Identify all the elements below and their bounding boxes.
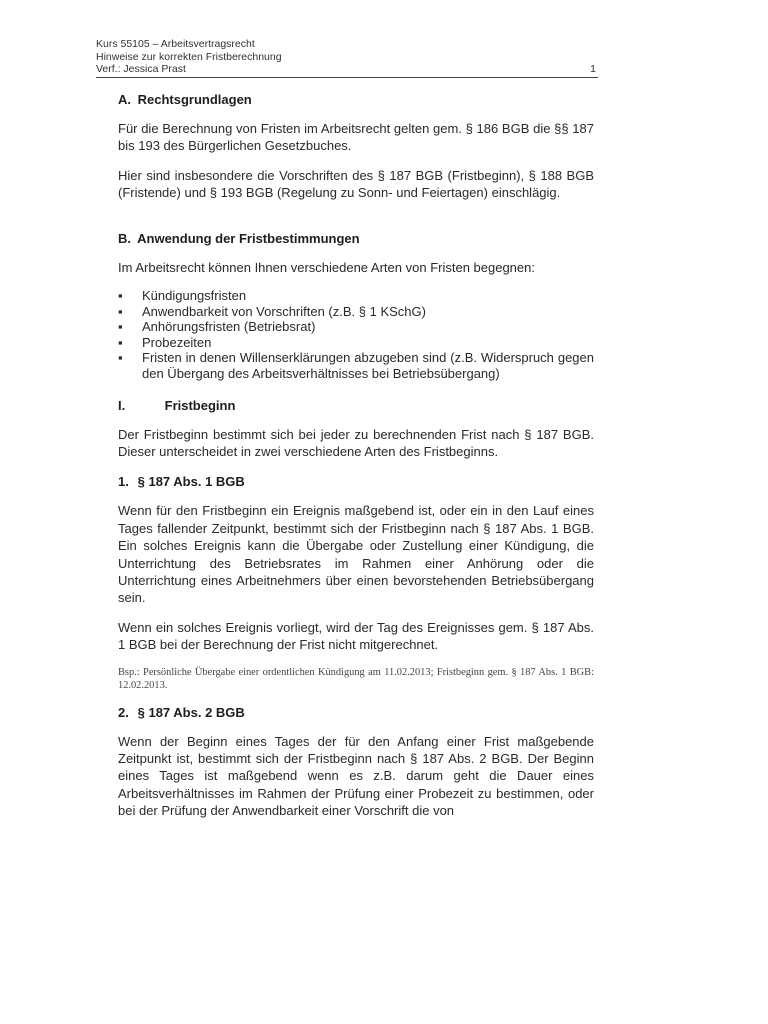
paragraph: Für die Berechnung von Fristen im Arbeitsrecht gelten gem. § 186 BGB die §§ 187 bis 193 des Bürgerlichen Gesetzbuches.: [118, 121, 594, 154]
paragraph: Wenn ein solches Ereignis vorliegt, wird der Tag des Ereignisses gem. § 187 Abs. 1 BGB bei der Berechnung der Frist nicht mitgerechnet.: [118, 619, 594, 653]
bullet-icon: ▪: [118, 319, 123, 335]
paragraph: Im Arbeitsrecht können Ihnen verschiedene Arten von Fristen begegnen:: [118, 259, 535, 275]
page-header: [96, 38, 598, 76]
bullet-icon: ▪: [118, 350, 123, 366]
section-heading-i: I. Fristbeginn: [118, 397, 236, 413]
list-item: ▪ Fristen in denen Willenserklärungen abzugeben sind (z.B. Widerspruch gegen den Übergang des Arbeitsverhältnisses bei Betriebsübergang): [118, 350, 594, 381]
list-item: ▪ Probezeiten: [118, 334, 212, 350]
page-number: 1: [590, 63, 596, 75]
section-heading-a: A. Rechtsgrundlagen: [118, 92, 252, 107]
paragraph: Wenn der Beginn eines Tages der für den Anfang einer Frist maßgebende Zeitpunkt ist, bestimmt sich der Fristbeginn nach § 187 Abs. 2 BGB. Der Beginn eines Tages ist maßgebend wenn es z.B. darum geht die Dauer eines Arbeitsverhältnisses im Rahmen der Prüfung einer Probezeit zu bestimmen, oder bei der Prüfung der Anwendbarkeit einer Vorschrift die von: [118, 733, 594, 819]
document-body: [118, 92, 594, 820]
bullet-icon: ▪: [118, 288, 123, 304]
section-heading-2: 2. § 187 Abs. 2 BGB: [118, 704, 245, 720]
section-heading-1: 1. § 187 Abs. 1 BGB: [118, 474, 245, 490]
header-divider: [96, 77, 598, 78]
list-item: ▪ Anhörungsfristen (Betriebsrat): [118, 319, 316, 335]
bullet-icon: ▪: [118, 303, 123, 319]
fristen-list: [118, 288, 594, 382]
section-heading-b: B. Anwendung der Fristbestimmungen: [118, 230, 360, 246]
header-subject: Hinweise zur korrekten Fristberechnung: [96, 50, 282, 63]
paragraph: Wenn für den Fristbeginn ein Ereignis maßgebend ist, oder ein in den Lauf eines Tages fallender Zeitpunkt, bestimmt sich der Fristbeginn nach § 187 Abs. 1 BGB. Ein solches Ereignis kann die Übergabe oder Zustellung einer Kündigung, die Unterrichtung des Betriebsrates im Rahmen einer Anhörung oder die Unterrichtung eines Arbeitnehmers über einen bevorstehenden Betriebsübergang sein.: [118, 503, 594, 606]
list-item: ▪ Kündigungsfristen: [118, 288, 247, 304]
header-course: Kurs 55105 – Arbeitsvertragsrecht: [96, 38, 255, 50]
bullet-icon: ▪: [118, 334, 123, 350]
list-item: ▪ Anwendbarkeit von Vorschriften (z.B. § 1 KSchG): [118, 303, 426, 319]
paragraph: Hier sind insbesondere die Vorschriften des § 187 BGB (Fristbeginn), § 188 BGB (Fristende) und § 193 BGB (Regelung zu Sonn- und Feiertagen) einschlägig.: [118, 167, 594, 201]
header-author: Verf.: Jessica Prast: [96, 63, 186, 75]
example-note: Bsp.: Persönliche Übergabe einer ordentlichen Kündigung am 11.02.2013; Fristbeginn gem. § 187 Abs. 1 BGB: 12.02.2013.: [118, 666, 594, 692]
paragraph: Der Fristbeginn bestimmt sich bei jeder zu berechnenden Frist nach § 187 BGB. Dieser unterscheidet in zwei verschiedene Arten des Fristbeginns.: [118, 426, 594, 459]
